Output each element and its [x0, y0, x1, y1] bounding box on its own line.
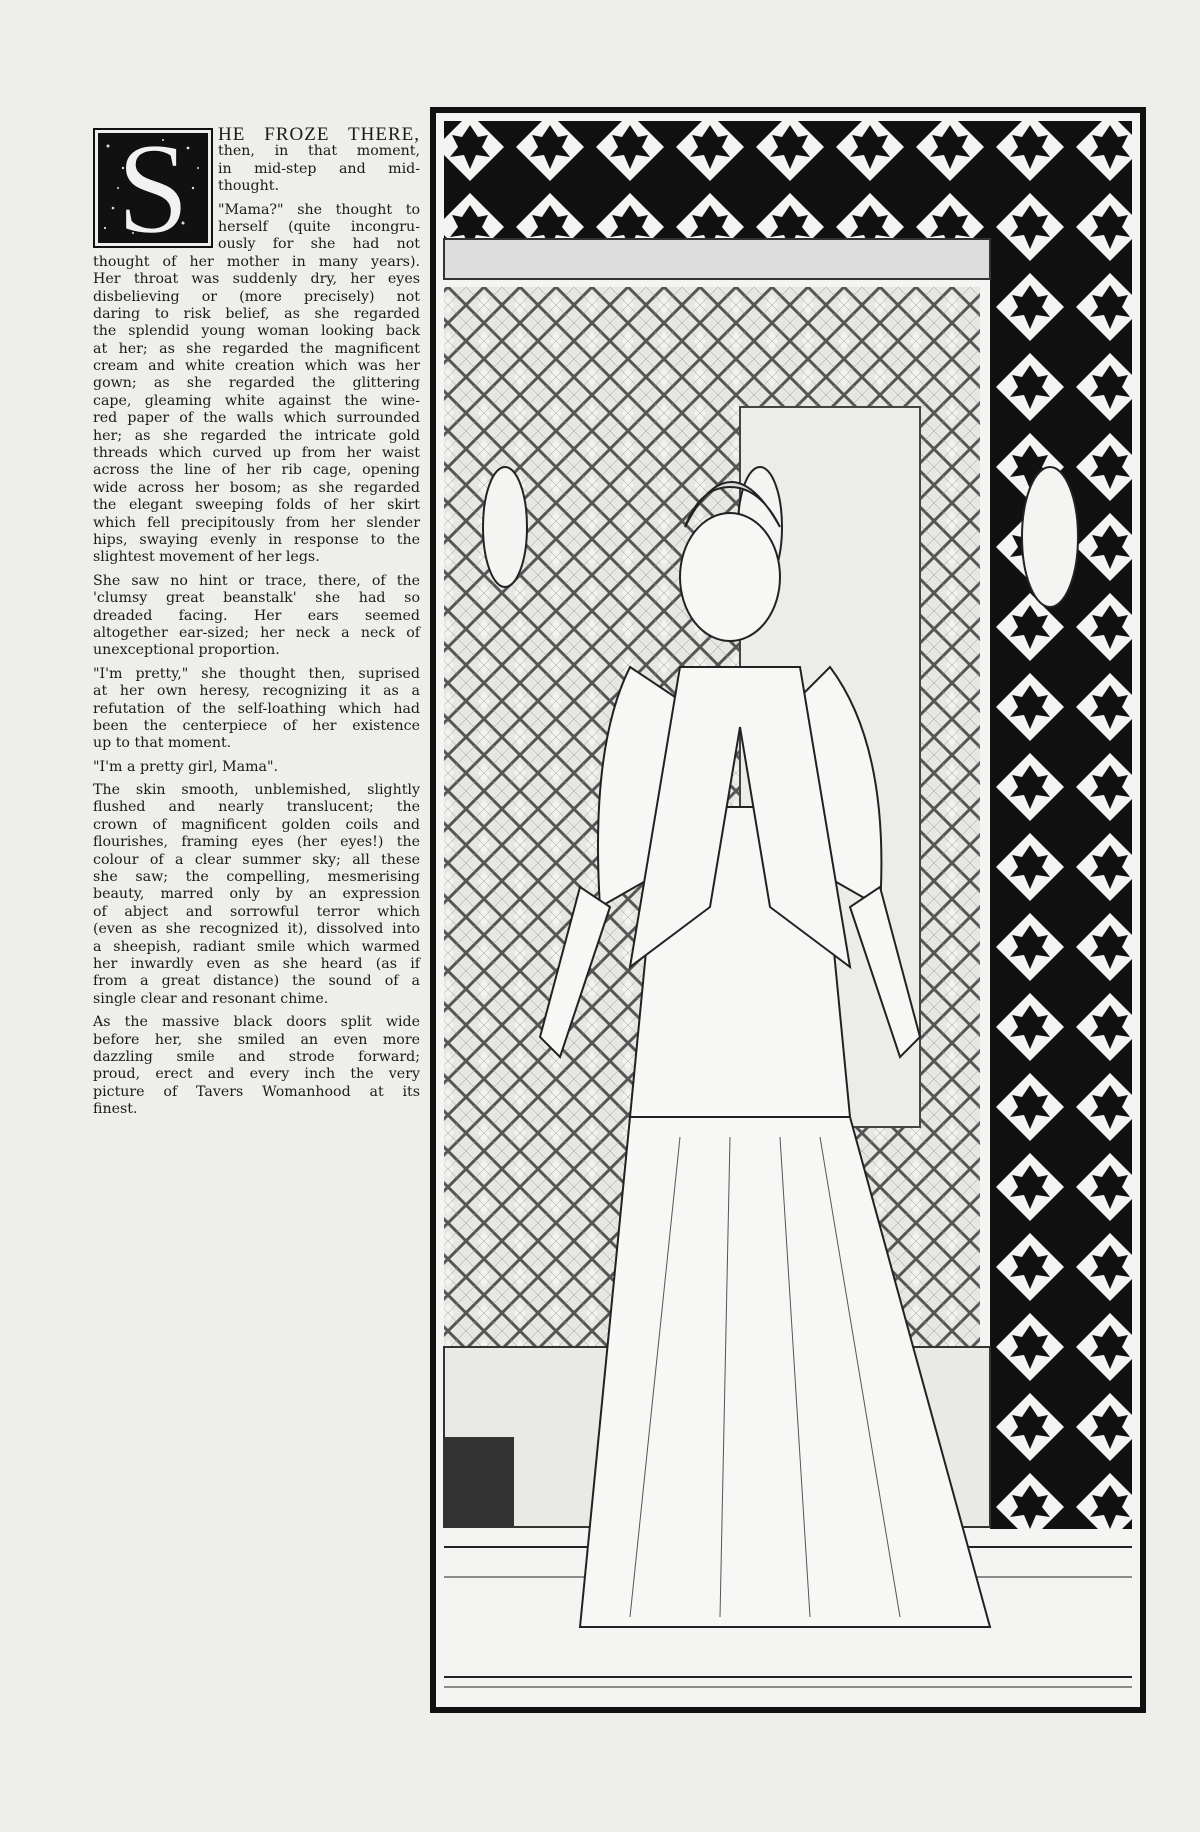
text-line: the elegant sweeping folds of her skirt [93, 497, 420, 514]
text-line: "I'm a pretty girl, Mama". [93, 758, 279, 775]
text-line: her; as she regarded the intricate gold [93, 427, 420, 444]
paragraph [93, 759, 420, 776]
drop-cap-letter: S [116, 128, 190, 248]
text-line: colour of a clear summer sky; all these [93, 851, 420, 868]
text-line: 'clumsy great beanstalk' she had so [93, 590, 420, 607]
text-line: a sheepish, radiant smile which warmed [93, 938, 420, 955]
text-line: from a great distance) the sound of a [93, 973, 420, 990]
text-line: up to that moment. [93, 735, 232, 752]
text-line: finest. [93, 1101, 138, 1118]
text-line: at her; as she regarded the magnificent [93, 340, 420, 357]
text-line: red paper of the walls which surrounded [93, 410, 420, 427]
text-line: in mid-step and mid- [218, 160, 420, 177]
text-line: (even as she recognized it), dissolved into [93, 921, 420, 938]
text-line: hips, swaying evenly in response to the [93, 531, 420, 548]
text-line: HE FROZE THERE, [218, 124, 420, 145]
text-line: at her own heresy, recognizing it as a [93, 683, 420, 700]
text-line: disbelieving or (more precisely) not [93, 288, 420, 305]
text-line: thought. [218, 178, 279, 195]
text-line: She saw no hint or trace, there, of the [93, 572, 420, 589]
paragraph [93, 126, 420, 196]
text-line: ously for she had not [218, 236, 420, 253]
paragraph [93, 1014, 420, 1118]
text-line: flourishes, framing eyes (her eyes!) the [93, 834, 420, 851]
text-line: As the massive black doors split wide [93, 1014, 420, 1031]
text-line: The skin smooth, unblemished, slightly [93, 782, 420, 799]
text-line: of abject and sorrowful terror which [93, 903, 420, 920]
text-line: daring to risk belief, as she regarded [93, 305, 420, 322]
text-line: slightest movement of her legs. [93, 549, 320, 566]
text-line: proud, erect and every inch the very [93, 1066, 420, 1083]
text-line: wide across her bosom; as she regarded [93, 479, 420, 496]
text-line: "I'm pretty," she thought then, suprised [93, 665, 420, 682]
text-line: cape, gleaming white against the wine- [93, 392, 420, 409]
text-line: then, in that moment, [218, 143, 420, 160]
text-line: "Mama?" she thought to [218, 201, 420, 218]
text-line: before her, she smiled an even more [93, 1031, 420, 1048]
text-line: threads which curved up from her waist [93, 445, 420, 462]
paragraph [93, 782, 420, 1008]
text-line: which fell precipitously from her slender [93, 514, 420, 531]
text-line: dreaded facing. Her ears seemed [93, 607, 420, 624]
text-line: gown; as she regarded the glittering [93, 375, 420, 392]
text-line: picture of Tavers Womanhood at its [93, 1083, 420, 1100]
paragraph [93, 202, 420, 567]
illustration-woman-in-gown [430, 107, 1146, 1713]
text-line: Her throat was suddenly dry, her eyes [93, 271, 420, 288]
text-line: she saw; the compelling, mesmerising [93, 869, 420, 886]
text-line: crown of magnificent golden coils and [93, 816, 420, 833]
text-line: cream and white creation which was her [93, 358, 420, 375]
text-line: altogether ear-sized; her neck a neck of [93, 624, 420, 641]
text-line: beauty, marred only by an expression [93, 886, 420, 903]
paragraph [93, 573, 420, 660]
text-line: dazzling smile and strode forward; [93, 1048, 420, 1065]
text-line: the splendid young woman looking back [93, 323, 420, 340]
paragraph [93, 666, 420, 753]
text-line: single clear and resonant chime. [93, 990, 329, 1007]
text-line: been the centerpiece of her existence [93, 717, 420, 734]
text-line: refutation of the self-loathing which had [93, 700, 420, 717]
text-line: her inwardly even as she heard (as if [93, 955, 420, 972]
text-line: herself (quite incongru- [218, 218, 420, 235]
text-line: thought of her mother in many years). [93, 253, 420, 270]
story-text [93, 126, 420, 1124]
text-line: flushed and nearly translucent; the [93, 799, 420, 816]
text-line: across the line of her rib cage, opening [93, 462, 420, 479]
text-line: unexceptional proportion. [93, 642, 280, 659]
